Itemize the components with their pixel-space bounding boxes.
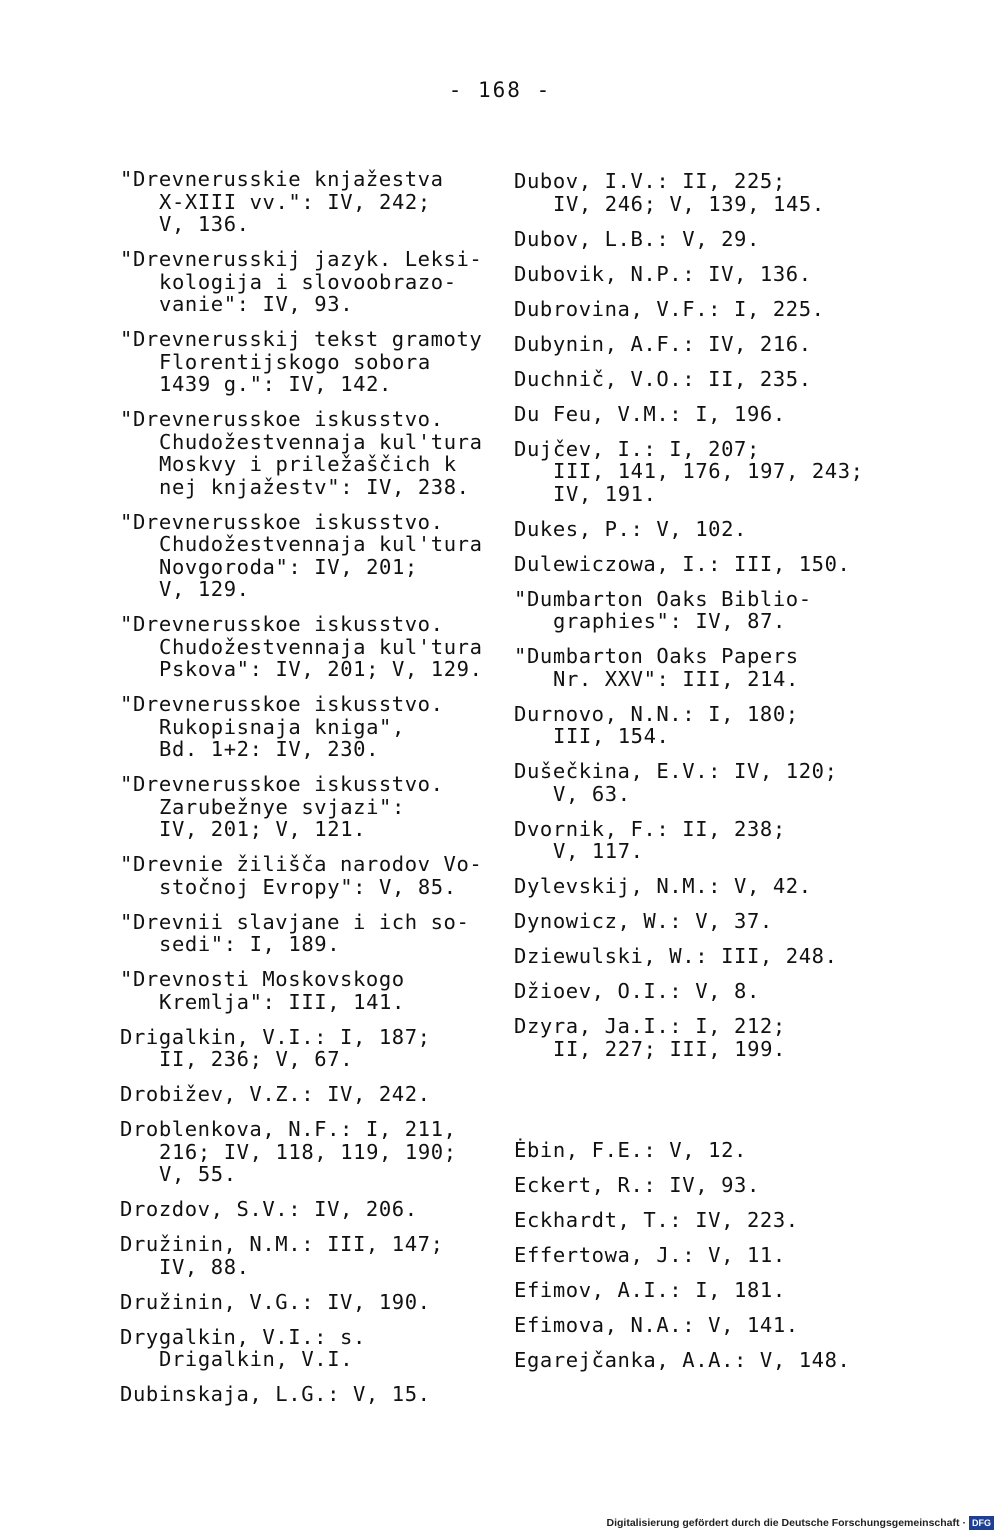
entry-heading-line: Egarejčanka, A.A.: V, 148.	[514, 1347, 851, 1372]
index-entry	[120, 511, 500, 601]
index-column-right	[514, 170, 954, 1384]
section-divider	[514, 1073, 954, 1139]
entry-heading-line: "Dumbarton Oaks Biblio-	[514, 586, 812, 611]
entry-continuation-line: Drigalkin, V.I.	[159, 1347, 354, 1371]
entry-heading-line: Dušečkina, E.V.: IV, 120;	[514, 759, 838, 783]
entry-continuation-line: V, 63.	[553, 781, 631, 806]
entry-heading-line: Dubrovina, V.F.: I, 225.	[514, 296, 825, 321]
entry-continuation-line: III, 141, 176, 197, 243;	[553, 459, 864, 483]
entry-heading-line: "Drevnerusskoe iskusstvo.	[120, 407, 444, 431]
index-entry	[514, 1209, 954, 1232]
entry-continuation-line: Chudožestvennaja kul'tura	[159, 532, 483, 556]
entry-continuation-line: Nr. XXV": III, 214.	[553, 666, 799, 691]
entry-heading-line: Effertowa, J.: V, 11.	[514, 1242, 786, 1267]
entry-continuation-line: IV, 88.	[159, 1254, 250, 1279]
entry-heading-line: Duchnič, V.O.: II, 235.	[514, 366, 812, 391]
entry-heading-line: Dubovik, N.P.: IV, 136.	[514, 261, 812, 286]
index-entry	[514, 760, 954, 805]
index-entry	[120, 1118, 500, 1186]
index-entry	[514, 1244, 954, 1267]
index-entry	[514, 438, 954, 506]
entry-heading-line: Dukes, P.: V, 102.	[514, 516, 747, 541]
entry-heading-line: "Drevnerusskoe iskusstvo.	[120, 509, 444, 534]
index-entry	[514, 263, 954, 286]
entry-continuation-line: 216; IV, 118, 119, 190;	[159, 1139, 457, 1164]
index-entry	[514, 703, 954, 748]
index-entry	[514, 228, 954, 251]
entry-heading-line: Dzyra, Ja.I.: I, 212;	[514, 1014, 786, 1038]
entry-continuation-line: V, 55.	[159, 1162, 237, 1186]
entry-heading-line: Efimova, N.A.: V, 141.	[514, 1312, 799, 1337]
index-entry	[120, 911, 500, 956]
entry-continuation-line: Chudožestvennaja kul'tura	[159, 634, 483, 659]
dfg-logo: DFG	[969, 1516, 994, 1530]
entry-continuation-line: V, 136.	[159, 212, 250, 236]
entry-continuation-line: IV, 201; V, 121.	[159, 817, 367, 841]
index-entry	[514, 1015, 954, 1060]
page-number: - 168 -	[448, 78, 552, 102]
entry-heading-line: "Drevnerusskij jazyk. Leksi-	[120, 247, 483, 271]
entry-heading-line: Eckhardt, T.: IV, 223.	[514, 1207, 799, 1232]
index-entry	[514, 333, 954, 356]
entry-continuation-line: Moskvy i priležaščich k	[159, 452, 457, 476]
entry-heading-line: Drigalkin, V.I.: I, 187;	[120, 1024, 431, 1049]
entry-continuation-line: Zarubežnye svjazi":	[159, 794, 405, 819]
entry-heading-line: Dubynin, A.F.: IV, 216.	[514, 331, 812, 356]
index-entry	[120, 1198, 500, 1221]
index-entry	[514, 368, 954, 391]
entry-heading-line: Dynowicz, W.: V, 37.	[514, 909, 773, 933]
index-entry	[514, 588, 954, 633]
index-entry	[120, 1291, 500, 1314]
index-entry	[514, 518, 954, 541]
separator-dot: ·	[962, 1517, 966, 1529]
index-entry	[514, 1139, 954, 1162]
entry-heading-line: Drobižev, V.Z.: IV, 242.	[120, 1082, 431, 1106]
entry-heading-line: "Drevnie žilišča narodov Vo-	[120, 852, 483, 876]
entry-heading-line: Dubov, I.V.: II, 225;	[514, 169, 786, 193]
digitization-credit	[607, 1516, 994, 1530]
entry-heading-line: Drygalkin, V.I.: s.	[120, 1324, 366, 1349]
entry-heading-line: "Drevnerusskoe iskusstvo.	[120, 612, 444, 636]
entry-continuation-line: III, 154.	[553, 724, 670, 748]
entry-continuation-line: stočnoj Evropy": V, 85.	[159, 874, 457, 899]
index-entry	[120, 408, 500, 498]
entry-continuation-line: Kremlja": III, 141.	[159, 989, 405, 1014]
index-entry	[514, 553, 954, 576]
entry-continuation-line: nej knjažestv": IV, 238.	[159, 474, 470, 499]
entry-heading-line: Droblenkova, N.F.: I, 211,	[120, 1117, 457, 1141]
index-entry	[120, 773, 500, 841]
entry-continuation-line: Bd. 1+2: IV, 230.	[159, 737, 380, 761]
entry-continuation-line: V, 129.	[159, 577, 250, 601]
index-entry	[514, 1174, 954, 1197]
credit-text: Digitalisierung gefördert durch die Deutsche Forschungsgemeinschaft	[606, 1517, 960, 1529]
entry-heading-line: Ėbin, F.E.: V, 12.	[514, 1137, 747, 1162]
index-entry	[514, 645, 954, 690]
entry-continuation-line: II, 227; III, 199.	[553, 1036, 786, 1061]
entry-heading-line: Družinin, N.M.: III, 147;	[120, 1232, 444, 1256]
entry-continuation-line: Chudožestvennaja kul'tura	[159, 429, 483, 454]
index-entry	[120, 248, 500, 316]
index-entry	[514, 1279, 954, 1302]
entry-heading-line: Eckert, R.: IV, 93.	[514, 1172, 760, 1197]
entry-heading-line: Durnovo, N.N.: I, 180;	[514, 701, 799, 726]
entry-continuation-line: kologija i slovoobrazo-	[159, 269, 457, 294]
index-section-e	[514, 1139, 954, 1372]
entry-heading-line: Družinin, V.G.: IV, 190.	[120, 1289, 431, 1314]
index-entry	[120, 1383, 500, 1406]
index-entry	[120, 693, 500, 761]
index-entry	[514, 875, 954, 898]
entry-heading-line: Drozdov, S.V.: IV, 206.	[120, 1197, 418, 1221]
entry-heading-line: Dvornik, F.: II, 238;	[514, 816, 786, 841]
entry-heading-line: Dubov, L.B.: V, 29.	[514, 226, 760, 251]
entry-continuation-line: Pskova": IV, 201; V, 129.	[159, 657, 483, 681]
entry-continuation-line: sedi": I, 189.	[159, 932, 341, 956]
entry-continuation-line: Novgoroda": IV, 201;	[159, 554, 418, 579]
entry-continuation-line: Florentijskogo sobora	[159, 349, 431, 374]
entry-continuation-line: graphies": IV, 87.	[553, 609, 786, 633]
entry-heading-line: "Drevnerusskie knjažestva	[120, 167, 444, 191]
entry-continuation-line: IV, 191.	[553, 481, 657, 506]
entry-continuation-line: vanie": IV, 93.	[159, 292, 354, 316]
entry-heading-line: "Drevnosti Moskovskogo	[120, 967, 405, 991]
index-section-d	[514, 170, 954, 1060]
index-column-left	[120, 168, 500, 1418]
index-entry	[120, 168, 500, 236]
entry-heading-line: Dujčev, I.: I, 207;	[514, 436, 760, 461]
index-entry	[120, 968, 500, 1013]
index-entry	[514, 910, 954, 933]
entry-continuation-line: Rukopisnaja kniga",	[159, 714, 405, 739]
index-entry	[514, 980, 954, 1003]
entry-continuation-line: II, 236; V, 67.	[159, 1047, 354, 1071]
index-entry	[514, 1314, 954, 1337]
entry-heading-line: Efimov, A.I.: I, 181.	[514, 1277, 786, 1302]
index-entry	[514, 403, 954, 426]
index-entry	[514, 170, 954, 215]
entry-heading-line: Džioev, O.I.: V, 8.	[514, 979, 760, 1003]
index-entry	[514, 945, 954, 968]
index-entry	[120, 1083, 500, 1106]
entry-heading-line: Du Feu, V.M.: I, 196.	[514, 401, 786, 426]
entry-continuation-line: V, 117.	[553, 839, 644, 863]
index-entry	[120, 613, 500, 681]
entry-heading-line: "Drevnerusskoe iskusstvo.	[120, 692, 444, 716]
index-entry	[514, 818, 954, 863]
entry-continuation-line: X-XIII vv.": IV, 242;	[159, 189, 431, 214]
index-entry	[514, 1349, 954, 1372]
entry-heading-line: Dubinskaja, L.G.: V, 15.	[120, 1382, 431, 1406]
index-entry	[120, 328, 500, 396]
entry-heading-line: "Dumbarton Oaks Papers	[514, 644, 799, 668]
entry-heading-line: Dylevskij, N.M.: V, 42.	[514, 874, 812, 898]
entry-heading-line: Dulewiczowa, I.: III, 150.	[514, 551, 851, 576]
index-entry	[120, 1326, 500, 1371]
entry-heading-line: "Drevnii slavjane i ich so-	[120, 909, 470, 934]
index-entry	[120, 853, 500, 898]
entry-heading-line: "Drevnerusskoe iskusstvo.	[120, 772, 444, 796]
index-entry	[120, 1233, 500, 1278]
index-entry	[120, 1026, 500, 1071]
entry-heading-line: Dziewulski, W.: III, 248.	[514, 944, 838, 968]
entry-continuation-line: 1439 g.": IV, 142.	[159, 372, 392, 396]
entry-continuation-line: IV, 246; V, 139, 145.	[553, 191, 825, 216]
index-entry	[514, 298, 954, 321]
entry-heading-line: "Drevnerusskij tekst gramoty	[120, 327, 483, 351]
